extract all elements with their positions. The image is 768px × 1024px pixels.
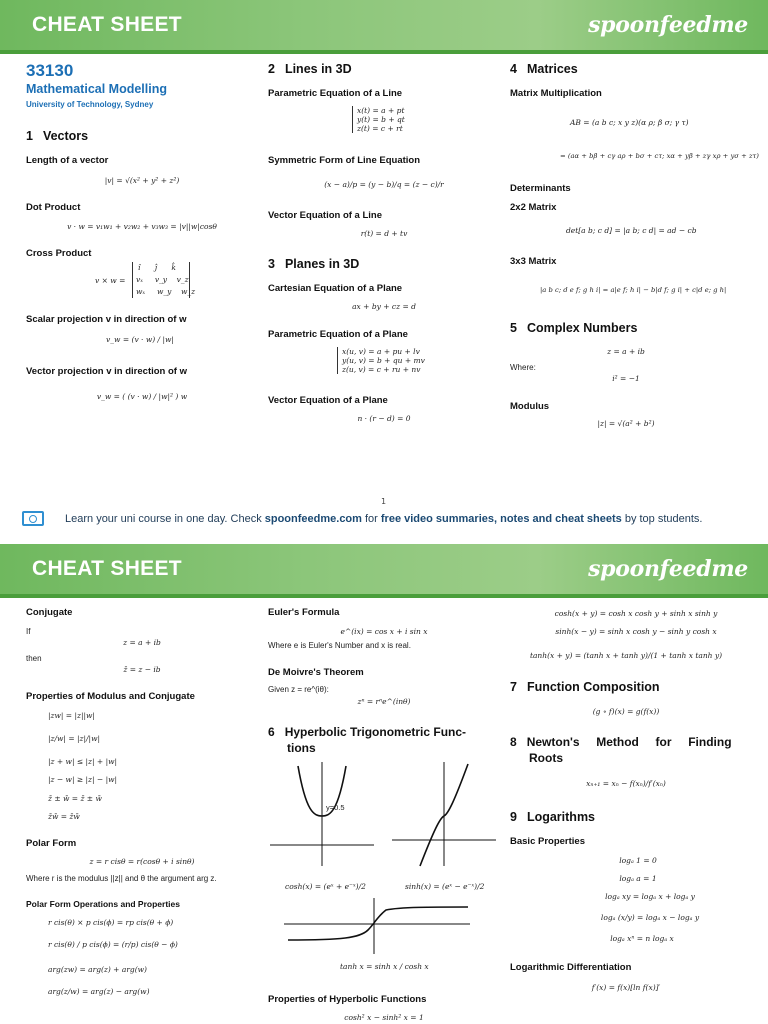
cross-row-1: î ĵ k̂	[138, 263, 176, 272]
subheading-polar-form: Polar Form	[26, 838, 77, 849]
log-prop-3: logₐ xy = logₐ x + logₐ y	[605, 892, 695, 901]
formula-i-squared: i² = −1	[612, 374, 640, 383]
formula-vector-projection: v_w = ( (v · w) / |w|² ) w	[96, 392, 188, 401]
param-line-y: y(t) = b + qt	[357, 115, 405, 124]
param-plane-x: x(u, v) = a + pu + lv	[342, 347, 420, 356]
subheading-euler-formula: Euler's Formula	[268, 607, 340, 618]
param-line-x: x(t) = a + pt	[357, 106, 405, 115]
formula-dot-product: v · w = v₁w₁ + v₂w₂ + v₃w₃ = |v||w|cosθ	[67, 222, 217, 231]
section-title: Planes in 3D	[284, 257, 360, 271]
page-number: 1	[381, 497, 387, 506]
section-heading-hyperbolic-cont: tions	[287, 741, 316, 755]
formula-length: |v| = √(x² + y² + z²)	[104, 176, 180, 185]
formula-symmetric-form: (x − a)/p = (y − b)/q = (z − c)/r	[324, 180, 444, 189]
section-title: Complex Numbers	[526, 321, 638, 335]
section-heading-function-composition	[510, 680, 660, 694]
section-number: 5	[510, 321, 517, 335]
cross-determinant	[132, 262, 196, 298]
prop-conjugate-sum: z̄ ± w̄ = z̄ ± w̄	[48, 794, 102, 803]
video-play-icon	[22, 511, 44, 526]
section-title: Vectors	[42, 129, 89, 143]
cosh-min-label: y=0.5	[326, 803, 345, 812]
formula-complex-form: z = a + ib	[607, 347, 645, 356]
subheading-vector-plane: Vector Equation of a Plane	[268, 395, 388, 406]
formula-cartesian-plane: ax + by + cz = d	[352, 302, 416, 311]
cross-row-3: wₓ w_y w_z	[136, 287, 196, 296]
formula-matrix-product: AB = (a b c; x y z)(α ρ; β σ; γ τ)	[570, 118, 689, 127]
cross-row-2: vₓ v_y v_z	[136, 275, 189, 284]
subheading-modulus: Modulus	[510, 401, 550, 412]
formula-vector-plane: n · (r − d) = 0	[357, 414, 411, 423]
second-banner	[0, 544, 768, 598]
formula-de-moivre: zⁿ = rⁿe^(inθ)	[357, 697, 411, 706]
promo-footer	[22, 510, 752, 530]
section-heading-logarithms	[510, 810, 595, 824]
formula-cross-lhs: v × w =	[95, 276, 126, 285]
formula-matrix-product-result: = (aα + bβ + cγ aρ + bσ + cτ; xα + yβ + zγ xρ + yσ + zτ)	[560, 152, 759, 160]
label-if: If	[26, 627, 31, 636]
section-number: 7	[510, 680, 517, 694]
subheading-polar-operations: Polar Form Operations and Properties	[26, 899, 180, 909]
label-then: then	[26, 654, 42, 663]
section-heading-newtons-method-cont: Roots	[529, 751, 563, 765]
formula-hyperbolic-identity: cosh² x − sinh² x = 1	[344, 1013, 424, 1022]
label-where: Where:	[510, 363, 536, 372]
subheading-logarithmic-differentiation: Logarithmic Differentiation	[510, 962, 632, 973]
subheading-length: Length of a vector	[26, 155, 109, 166]
section-number: 8	[510, 735, 517, 749]
banner-stripe	[0, 594, 768, 598]
promo-text-end: by top students.	[621, 513, 703, 525]
subheading-3x3-matrix: 3x3 Matrix	[510, 256, 557, 267]
sinh-graph	[390, 760, 498, 868]
param-plane-y: y(u, v) = b + qu + mv	[342, 356, 425, 365]
section-heading-newtons-method	[510, 735, 732, 749]
promo-text	[65, 513, 702, 525]
section-heading-vectors	[26, 129, 88, 143]
section-number: 6	[268, 725, 275, 739]
subheading-conjugate: Conjugate	[26, 607, 73, 618]
param-plane-z: z(u, v) = c + ru + nv	[342, 365, 421, 374]
polar-op-arg-product: arg(zw) = arg(z) + arg(w)	[48, 965, 147, 974]
formula-tanh-sum: tanh(x + y) = (tanh x + tanh y)/(1 + tanh x tanh y)	[529, 651, 723, 660]
section-title: Hyperbolic Trigonometric Func-	[284, 725, 467, 739]
course-code: 33130	[26, 61, 74, 80]
brand-logo[interactable]: spoonfeedme	[588, 556, 748, 582]
banner-stripe	[0, 50, 768, 54]
section-title: Matrices	[526, 62, 578, 76]
section-number: 9	[510, 810, 517, 824]
log-prop-1: logₐ 1 = 0	[619, 856, 657, 865]
subheading-cartesian-plane: Cartesian Equation of a Plane	[268, 283, 403, 294]
subheading-2x2-matrix: 2x2 Matrix	[510, 202, 557, 213]
subheading-basic-log-properties: Basic Properties	[510, 836, 585, 847]
formula-conjugate: z̄ = z − ib	[123, 665, 161, 674]
section-title: Function Composition	[526, 680, 660, 694]
log-prop-5: logₐ xⁿ = n logₐ x	[610, 934, 674, 943]
top-banner	[0, 0, 768, 54]
formula-scalar-projection: v_w = (v · w) / |w|	[106, 335, 174, 344]
subheading-matrix-multiplication: Matrix Multiplication	[510, 88, 602, 99]
polar-op-multiply: r cis(θ) × p cis(ϕ) = rp cis(θ + ϕ)	[48, 918, 174, 927]
section-title: Newton's Method for Finding	[526, 735, 732, 749]
formula-det-3x3: |a b c; d e f; g h i| = a|e f; h i| − b|d f; g i| + c|d e; g h|	[540, 286, 727, 294]
university-name: University of Technology, Sydney	[26, 100, 154, 109]
formula-det-2x2: det[a b; c d] = |a b; c d| = ad − cb	[566, 226, 697, 235]
section-number: 3	[268, 257, 275, 271]
subheading-scalar-projection: Scalar projection v in direction of w	[26, 314, 187, 325]
formula-cosh-sum: cosh(x + y) = cosh x cosh y + sinh x sinh y	[554, 609, 718, 618]
polar-op-divide: r cis(θ) / p cis(ϕ) = (r/p) cis(θ − ϕ)	[48, 940, 178, 949]
de-moivre-given: Given z = re^(iθ):	[268, 685, 329, 694]
banner-title: CHEAT SHEET	[32, 13, 182, 36]
prop-modulus-product: |zw| = |z||w|	[48, 711, 95, 720]
promo-text-start: Learn your uni course in one day. Check	[65, 513, 265, 525]
prop-triangle-inequality: |z + w| ≤ |z| + |w|	[48, 757, 118, 766]
promo-text-middle: for	[361, 513, 381, 525]
prop-conjugate-product: z̄w̄ = z̄w̄	[48, 812, 80, 821]
formula-composition: (g ∘ f)(x) = g(f(x))	[592, 707, 660, 716]
subheading-modulus-conjugate-props: Properties of Modulus and Conjugate	[26, 691, 195, 702]
subheading-parametric-plane: Parametric Equation of a Plane	[268, 329, 408, 340]
formula-euler: e^(ix) = cos x + i sin x	[340, 627, 428, 636]
prop-reverse-triangle: |z − w| ≥ |z| − |w|	[48, 775, 118, 784]
subheading-parametric-line: Parametric Equation of a Line	[268, 88, 403, 99]
formula-complex-z: z = a + ib	[123, 638, 161, 647]
brand-logo[interactable]: spoonfeedme	[588, 12, 748, 38]
subheading-symmetric-form: Symmetric Form of Line Equation	[268, 155, 421, 166]
section-heading-planes-3d	[268, 257, 359, 271]
course-name: Mathematical Modelling	[26, 82, 167, 96]
formula-modulus: |z| = √(a² + b²)	[597, 419, 655, 428]
banner-title: CHEAT SHEET	[32, 557, 182, 580]
subheading-vector-projection: Vector projection v in direction of w	[26, 366, 187, 377]
cosh-graph	[268, 760, 376, 868]
formula-sinh-difference: sinh(x − y) = sinh x cosh y − sinh y cosh x	[555, 627, 717, 636]
formula-tanh: tanh x = sinh x / cosh x	[340, 962, 429, 971]
section-number: 4	[510, 62, 517, 76]
log-prop-2: logₐ a = 1	[619, 874, 657, 883]
section-heading-complex-numbers	[510, 321, 637, 335]
section-title: Lines in 3D	[284, 62, 352, 76]
parametric-plane-system	[337, 347, 425, 374]
section-number: 2	[268, 62, 275, 76]
promo-offer: free video summaries, notes and cheat sheets	[380, 513, 622, 525]
section-number: 1	[26, 129, 33, 143]
formula-cosh: cosh(x) = (eˣ + e⁻ˣ)/2	[285, 882, 366, 891]
formula-sinh: sinh(x) = (eˣ − e⁻ˣ)/2	[405, 882, 485, 891]
promo-site-link[interactable]: spoonfeedme.com	[264, 513, 362, 525]
polar-form-note: Where r is the modulus ||z|| and θ the argument arg z.	[26, 874, 217, 883]
polar-op-arg-quotient: arg(z/w) = arg(z) − arg(w)	[48, 987, 150, 996]
section-heading-lines-3d	[268, 62, 352, 76]
subheading-hyperbolic-properties: Properties of Hyperbolic Functions	[268, 994, 427, 1005]
formula-polar-form: z = r cisθ = r(cosθ + i sinθ)	[89, 857, 195, 866]
subheading-determinants: Determinants	[510, 183, 571, 194]
formula-vector-line: r(t) = d + tv	[360, 229, 408, 238]
formula-log-differentiation: f′(x) = f(x)[ln f(x)]′	[591, 983, 661, 992]
param-line-z: z(t) = c + rt	[357, 124, 403, 133]
subheading-de-moivre: De Moivre's Theorem	[268, 667, 364, 678]
log-prop-4: logₐ (x/y) = logₐ x − logₐ y	[600, 913, 700, 922]
subheading-vector-line: Vector Equation of a Line	[268, 210, 383, 221]
euler-note: Where e is Euler's Number and x is real.	[268, 641, 411, 650]
section-title: Logarithms	[526, 810, 596, 824]
subheading-dot-product: Dot Product	[26, 202, 81, 213]
section-heading-hyperbolic	[268, 725, 466, 739]
prop-modulus-quotient: |z/w| = |z|/|w|	[48, 734, 101, 743]
formula-newton-iteration: xₙ₊₁ = xₙ − f(xₙ)/f′(xₙ)	[586, 779, 666, 788]
parametric-line-system	[352, 106, 405, 133]
section-heading-matrices	[510, 62, 578, 76]
subheading-cross-product: Cross Product	[26, 248, 92, 259]
tanh-graph	[282, 896, 472, 956]
